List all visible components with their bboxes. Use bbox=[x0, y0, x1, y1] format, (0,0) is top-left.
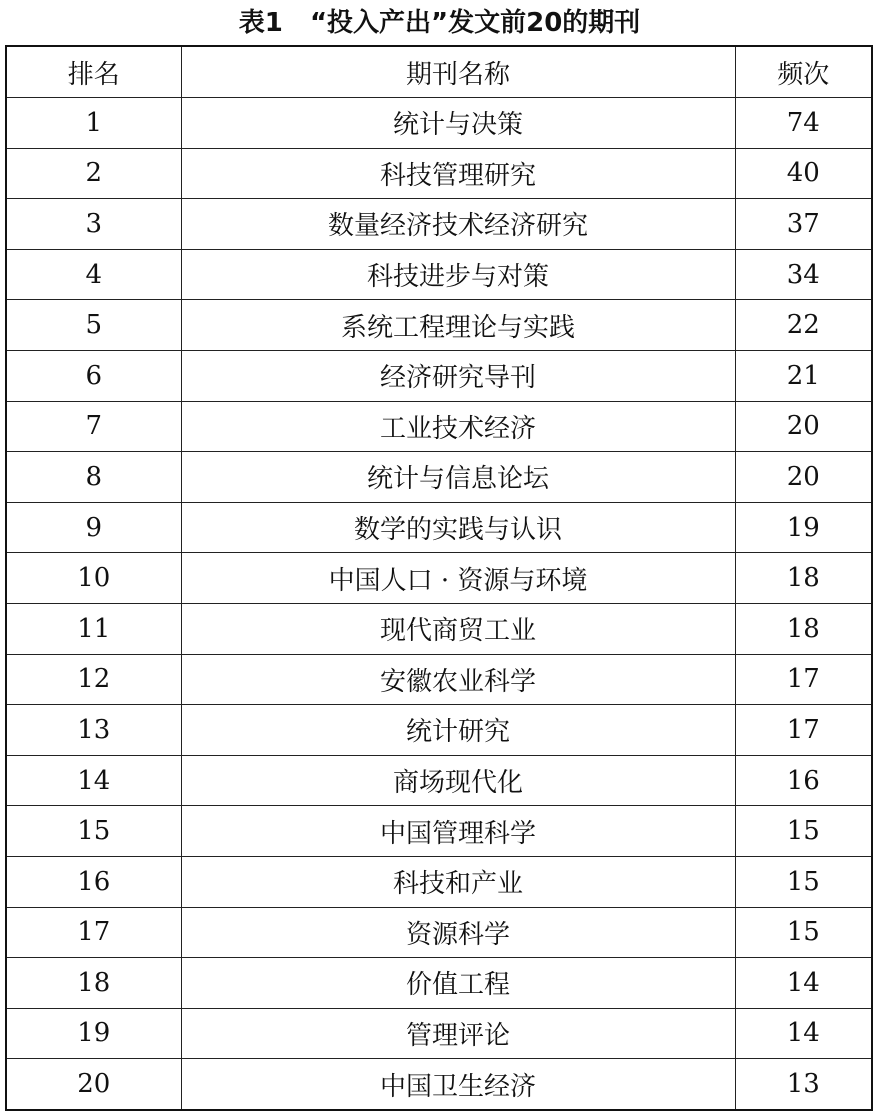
frequency-cell: 14 bbox=[735, 1008, 872, 1059]
rank-cell: 15 bbox=[6, 806, 181, 857]
rank-cell: 20 bbox=[6, 1059, 181, 1110]
table-row bbox=[6, 300, 872, 351]
rank-cell: 17 bbox=[6, 907, 181, 958]
frequency-cell: 21 bbox=[735, 350, 872, 401]
table-row bbox=[6, 98, 872, 149]
rank-cell: 6 bbox=[6, 350, 181, 401]
header-journal-name: 期刊名称 bbox=[181, 46, 735, 98]
table-title: “投入产出”发文前20的期刊 bbox=[309, 8, 641, 38]
rank-cell: 2 bbox=[6, 148, 181, 199]
table-header-row bbox=[6, 46, 872, 98]
journal-ranking-table bbox=[5, 45, 873, 1111]
table-row bbox=[6, 806, 872, 857]
journal-name-cell: 数量经济技术经济研究 bbox=[181, 199, 735, 250]
rank-cell: 9 bbox=[6, 502, 181, 553]
table-row bbox=[6, 502, 872, 553]
frequency-cell: 74 bbox=[735, 98, 872, 149]
frequency-cell: 18 bbox=[735, 603, 872, 654]
table-row bbox=[6, 350, 872, 401]
table-row bbox=[6, 1059, 872, 1110]
frequency-cell: 16 bbox=[735, 755, 872, 806]
journal-name-cell: 统计与决策 bbox=[181, 98, 735, 149]
frequency-cell: 15 bbox=[735, 907, 872, 958]
table-row bbox=[6, 199, 872, 250]
frequency-cell: 17 bbox=[735, 654, 872, 705]
journal-name-cell: 安徽农业科学 bbox=[181, 654, 735, 705]
table-row bbox=[6, 958, 872, 1009]
table-caption bbox=[0, 2, 879, 44]
frequency-cell: 20 bbox=[735, 401, 872, 452]
frequency-cell: 18 bbox=[735, 553, 872, 604]
rank-cell: 5 bbox=[6, 300, 181, 351]
frequency-cell: 22 bbox=[735, 300, 872, 351]
journal-name-cell: 商场现代化 bbox=[181, 755, 735, 806]
journal-name-cell: 科技进步与对策 bbox=[181, 249, 735, 300]
table-row bbox=[6, 249, 872, 300]
rank-cell: 1 bbox=[6, 98, 181, 149]
journal-name-cell: 数学的实践与认识 bbox=[181, 502, 735, 553]
table-row bbox=[6, 1008, 872, 1059]
frequency-cell: 15 bbox=[735, 806, 872, 857]
journal-name-cell: 价值工程 bbox=[181, 958, 735, 1009]
journal-name-cell: 中国人口 · 资源与环境 bbox=[181, 553, 735, 604]
header-rank: 排名 bbox=[6, 46, 181, 98]
journal-name-cell: 系统工程理论与实践 bbox=[181, 300, 735, 351]
table-row bbox=[6, 654, 872, 705]
table-row bbox=[6, 401, 872, 452]
rank-cell: 10 bbox=[6, 553, 181, 604]
rank-cell: 7 bbox=[6, 401, 181, 452]
table-row bbox=[6, 705, 872, 756]
frequency-cell: 40 bbox=[735, 148, 872, 199]
journal-name-cell: 经济研究导刊 bbox=[181, 350, 735, 401]
journal-name-cell: 资源科学 bbox=[181, 907, 735, 958]
rank-cell: 12 bbox=[6, 654, 181, 705]
frequency-cell: 13 bbox=[735, 1059, 872, 1110]
frequency-cell: 14 bbox=[735, 958, 872, 1009]
rank-cell: 14 bbox=[6, 755, 181, 806]
rank-cell: 19 bbox=[6, 1008, 181, 1059]
table-label: 表1 bbox=[238, 8, 283, 38]
journal-name-cell: 中国管理科学 bbox=[181, 806, 735, 857]
journal-name-cell: 工业技术经济 bbox=[181, 401, 735, 452]
journal-name-cell: 科技和产业 bbox=[181, 856, 735, 907]
table-row bbox=[6, 856, 872, 907]
table-row bbox=[6, 755, 872, 806]
journal-name-cell: 统计研究 bbox=[181, 705, 735, 756]
table-row bbox=[6, 148, 872, 199]
journal-name-cell: 中国卫生经济 bbox=[181, 1059, 735, 1110]
journal-name-cell: 科技管理研究 bbox=[181, 148, 735, 199]
journal-name-cell: 统计与信息论坛 bbox=[181, 452, 735, 503]
rank-cell: 16 bbox=[6, 856, 181, 907]
frequency-cell: 37 bbox=[735, 199, 872, 250]
frequency-cell: 34 bbox=[735, 249, 872, 300]
frequency-cell: 17 bbox=[735, 705, 872, 756]
rank-cell: 18 bbox=[6, 958, 181, 1009]
header-frequency: 频次 bbox=[735, 46, 872, 98]
table-row bbox=[6, 603, 872, 654]
journal-name-cell: 管理评论 bbox=[181, 1008, 735, 1059]
rank-cell: 3 bbox=[6, 199, 181, 250]
frequency-cell: 19 bbox=[735, 502, 872, 553]
rank-cell: 13 bbox=[6, 705, 181, 756]
rank-cell: 11 bbox=[6, 603, 181, 654]
rank-cell: 4 bbox=[6, 249, 181, 300]
journal-name-cell: 现代商贸工业 bbox=[181, 603, 735, 654]
table-row bbox=[6, 907, 872, 958]
table-body bbox=[6, 98, 872, 1110]
table-row bbox=[6, 452, 872, 503]
rank-cell: 8 bbox=[6, 452, 181, 503]
table-row bbox=[6, 553, 872, 604]
frequency-cell: 20 bbox=[735, 452, 872, 503]
frequency-cell: 15 bbox=[735, 856, 872, 907]
